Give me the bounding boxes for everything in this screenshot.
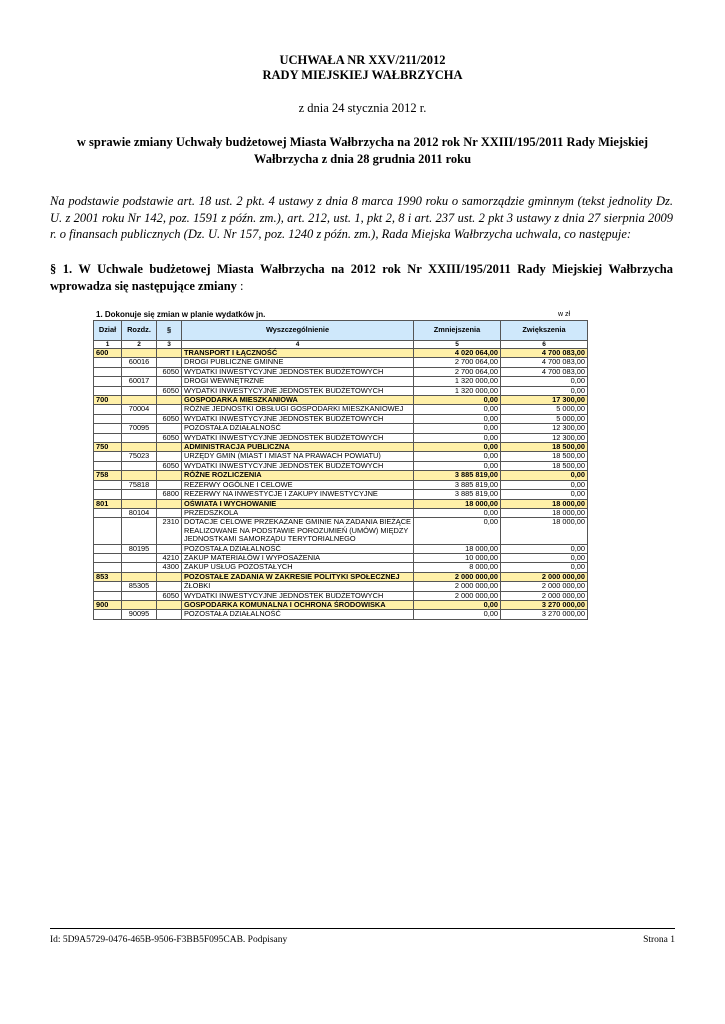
cell-rozdzial xyxy=(122,433,157,442)
cell-paragraf xyxy=(157,600,182,609)
cell-increase: 0,00 xyxy=(501,386,588,395)
cell-dzial xyxy=(94,553,122,562)
table-row-rozdzial xyxy=(94,610,588,619)
cell-dzial xyxy=(94,452,122,461)
cell-description: RÓŻNE JEDNOSTKI OBSŁUGI GOSPODARKI MIESZKANIOWEJ xyxy=(182,405,414,414)
cell-decrease: 10 000,00 xyxy=(414,553,501,562)
doc-subject: w sprawie zmiany Uchwały budżetowej Miasta Wałbrzycha na 2012 rok Nr XXIII/195/2011 Rady Miejskiej Wałbrzycha z dnia 28 grudnia 2011 roku xyxy=(76,135,649,166)
cell-dzial xyxy=(94,424,122,433)
cell-decrease: 2 000 000,00 xyxy=(414,572,501,581)
cell-increase: 18 000,00 xyxy=(501,518,588,544)
cell-rozdzial: 60017 xyxy=(122,377,157,386)
cell-rozdzial: 80104 xyxy=(122,508,157,517)
cell-paragraf xyxy=(157,499,182,508)
cell-decrease: 8 000,00 xyxy=(414,563,501,572)
cell-increase: 18 000,00 xyxy=(501,499,588,508)
cell-decrease: 0,00 xyxy=(414,518,501,544)
cell-rozdzial: 75023 xyxy=(122,452,157,461)
cell-dzial xyxy=(94,414,122,423)
table-row-paragraf xyxy=(94,563,588,572)
cell-increase: 4 700 083,00 xyxy=(501,367,588,376)
doc-date: z dnia 24 stycznia 2012 r. xyxy=(298,101,427,115)
cell-description: ADMINISTRACJA PUBLICZNA xyxy=(182,443,414,452)
table-row-rozdzial xyxy=(94,377,588,386)
table-row-paragraf xyxy=(94,433,588,442)
cell-paragraf: 6050 xyxy=(157,386,182,395)
cell-paragraf xyxy=(157,396,182,405)
col-number: 3 xyxy=(157,341,182,349)
cell-dzial xyxy=(94,563,122,572)
cell-description: RÓŻNE ROZLICZENIA xyxy=(182,471,414,480)
cell-paragraf xyxy=(157,377,182,386)
cell-increase: 0,00 xyxy=(501,480,588,489)
header-rozdz: Rozdz. xyxy=(122,321,157,341)
table-unit: w zł xyxy=(558,311,571,318)
section-1 xyxy=(50,261,673,295)
col-number: 2 xyxy=(122,341,157,349)
col-number: 5 xyxy=(414,341,501,349)
cell-paragraf xyxy=(157,424,182,433)
cell-description: POZOSTAŁA DZIAŁALNOŚĆ xyxy=(182,544,414,553)
col-number: 1 xyxy=(94,341,122,349)
cell-rozdzial: 70004 xyxy=(122,405,157,414)
cell-decrease: 0,00 xyxy=(414,443,501,452)
header-wyszczegolnienie: Wyszczególnienie xyxy=(182,321,414,341)
cell-increase: 12 300,00 xyxy=(501,424,588,433)
cell-rozdzial: 75818 xyxy=(122,480,157,489)
cell-decrease: 3 885 819,00 xyxy=(414,480,501,489)
cell-rozdzial: 60016 xyxy=(122,358,157,367)
cell-decrease: 0,00 xyxy=(414,414,501,423)
cell-dzial xyxy=(94,358,122,367)
cell-paragraf xyxy=(157,572,182,581)
table-row-rozdzial xyxy=(94,358,588,367)
cell-increase: 12 300,00 xyxy=(501,433,588,442)
cell-dzial xyxy=(94,377,122,386)
cell-rozdzial: 80195 xyxy=(122,544,157,553)
cell-dzial: 801 xyxy=(94,499,122,508)
cell-decrease: 0,00 xyxy=(414,433,501,442)
budget-table xyxy=(93,320,588,620)
cell-dzial xyxy=(94,508,122,517)
cell-rozdzial: 90095 xyxy=(122,610,157,619)
cell-decrease: 0,00 xyxy=(414,424,501,433)
cell-rozdzial xyxy=(122,386,157,395)
cell-dzial xyxy=(94,480,122,489)
cell-paragraf: 6800 xyxy=(157,490,182,499)
col-number: 6 xyxy=(501,341,588,349)
cell-description: POZOSTAŁA DZIAŁALNOŚĆ xyxy=(182,610,414,619)
cell-increase: 0,00 xyxy=(501,544,588,553)
cell-paragraf: 4210 xyxy=(157,553,182,562)
cell-decrease: 2 000 000,00 xyxy=(414,591,501,600)
cell-description: POZOSTAŁA DZIAŁALNOŚĆ xyxy=(182,424,414,433)
cell-increase: 18 500,00 xyxy=(501,452,588,461)
cell-increase: 18 000,00 xyxy=(501,508,588,517)
header-zmniejszenia: Zmniejszenia xyxy=(414,321,501,341)
cell-decrease: 0,00 xyxy=(414,452,501,461)
cell-increase: 0,00 xyxy=(501,471,588,480)
table-row-rozdzial xyxy=(94,582,588,591)
cell-description: WYDATKI INWESTYCYJNE JEDNOSTEK BUDŻETOWYCH xyxy=(182,591,414,600)
cell-dzial xyxy=(94,405,122,414)
table-row-paragraf xyxy=(94,386,588,395)
cell-rozdzial xyxy=(122,518,157,544)
cell-rozdzial xyxy=(122,563,157,572)
cell-increase: 5 000,00 xyxy=(501,405,588,414)
cell-paragraf: 6050 xyxy=(157,367,182,376)
footer-id: Id: 5D9A5729-0476-465B-9506-F3BB5F095CAB. Podpisany xyxy=(50,935,288,945)
cell-increase: 4 700 083,00 xyxy=(501,358,588,367)
cell-dzial: 600 xyxy=(94,349,122,358)
cell-rozdzial xyxy=(122,553,157,562)
cell-rozdzial xyxy=(122,499,157,508)
table-header-row xyxy=(94,321,588,341)
cell-paragraf xyxy=(157,610,182,619)
cell-increase: 4 700 083,00 xyxy=(501,349,588,358)
cell-description: WYDATKI INWESTYCYJNE JEDNOSTEK BUDŻETOWYCH xyxy=(182,386,414,395)
cell-paragraf xyxy=(157,582,182,591)
cell-description: WYDATKI INWESTYCYJNE JEDNOSTEK BUDŻETOWYCH xyxy=(182,433,414,442)
header-dzial: Dział xyxy=(94,321,122,341)
table-row-dzial xyxy=(94,471,588,480)
cell-dzial xyxy=(94,544,122,553)
cell-decrease: 18 000,00 xyxy=(414,499,501,508)
cell-description: WYDATKI INWESTYCYJNE JEDNOSTEK BUDŻETOWYCH xyxy=(182,367,414,376)
footer-divider xyxy=(50,928,675,929)
table-row-dzial xyxy=(94,349,588,358)
cell-paragraf: 4300 xyxy=(157,563,182,572)
cell-description: GOSPODARKA MIESZKANIOWA xyxy=(182,396,414,405)
cell-dzial: 853 xyxy=(94,572,122,581)
cell-dzial xyxy=(94,610,122,619)
cell-decrease: 2 700 064,00 xyxy=(414,358,501,367)
cell-decrease: 0,00 xyxy=(414,610,501,619)
cell-dzial xyxy=(94,518,122,544)
cell-description: DROGI WEWNĘTRZNE xyxy=(182,377,414,386)
cell-decrease: 2 000 000,00 xyxy=(414,582,501,591)
table-row-paragraf xyxy=(94,518,588,544)
cell-paragraf xyxy=(157,443,182,452)
cell-decrease: 3 885 819,00 xyxy=(414,471,501,480)
cell-rozdzial xyxy=(122,471,157,480)
section-1-text: § 1. W Uchwale budżetowej Miasta Wałbrzycha na 2012 rok Nr XXIII/195/2011 Rady Miejskiej Wałbrzycha wprowadza się następujące zmiany xyxy=(50,262,673,293)
cell-description: PRZEDSZKOLA xyxy=(182,508,414,517)
cell-increase: 17 300,00 xyxy=(501,396,588,405)
cell-paragraf: 6050 xyxy=(157,433,182,442)
cell-increase: 0,00 xyxy=(501,490,588,499)
cell-decrease: 0,00 xyxy=(414,405,501,414)
cell-decrease: 1 320 000,00 xyxy=(414,377,501,386)
footer-page: Strona 1 xyxy=(643,935,675,945)
cell-rozdzial: 70095 xyxy=(122,424,157,433)
cell-increase: 0,00 xyxy=(501,377,588,386)
cell-decrease: 3 885 819,00 xyxy=(414,490,501,499)
cell-paragraf xyxy=(157,471,182,480)
table-row-dzial xyxy=(94,572,588,581)
cell-dzial xyxy=(94,490,122,499)
table-row-rozdzial xyxy=(94,405,588,414)
cell-paragraf: 2310 xyxy=(157,518,182,544)
cell-decrease: 0,00 xyxy=(414,396,501,405)
cell-rozdzial xyxy=(122,461,157,470)
cell-dzial xyxy=(94,582,122,591)
header-paragraf: § xyxy=(157,321,182,341)
cell-paragraf: 6050 xyxy=(157,461,182,470)
cell-description: WYDATKI INWESTYCYJNE JEDNOSTEK BUDŻETOWYCH xyxy=(182,461,414,470)
table-number-row xyxy=(94,341,588,349)
cell-description: REZERWY NA INWESTYCJE I ZAKUPY INWESTYCYJNE xyxy=(182,490,414,499)
cell-paragraf xyxy=(157,349,182,358)
table-row-rozdzial xyxy=(94,424,588,433)
cell-description: DROGI PUBLICZNE GMINNE xyxy=(182,358,414,367)
cell-increase: 18 500,00 xyxy=(501,461,588,470)
cell-decrease: 18 000,00 xyxy=(414,544,501,553)
cell-dzial: 700 xyxy=(94,396,122,405)
cell-paragraf: 6050 xyxy=(157,414,182,423)
table-row-dzial xyxy=(94,600,588,609)
cell-dzial: 758 xyxy=(94,471,122,480)
cell-increase: 3 270 000,00 xyxy=(501,610,588,619)
cell-paragraf xyxy=(157,405,182,414)
cell-description: WYDATKI INWESTYCYJNE JEDNOSTEK BUDŻETOWYCH xyxy=(182,414,414,423)
cell-rozdzial xyxy=(122,490,157,499)
cell-increase: 0,00 xyxy=(501,553,588,562)
cell-rozdzial xyxy=(122,591,157,600)
table-row-paragraf xyxy=(94,461,588,470)
cell-decrease: 4 020 064,00 xyxy=(414,349,501,358)
table-row-paragraf xyxy=(94,490,588,499)
cell-description: ZAKUP USŁUG POZOSTAŁYCH xyxy=(182,563,414,572)
cell-rozdzial: 85305 xyxy=(122,582,157,591)
cell-description: ZAKUP MATERIAŁÓW I WYPOSAŻENIA xyxy=(182,553,414,562)
doc-title-line1: UCHWAŁA NR XXV/211/2012 xyxy=(279,53,446,67)
cell-description: ŻŁOBKI xyxy=(182,582,414,591)
cell-decrease: 1 320 000,00 xyxy=(414,386,501,395)
table-caption: 1. Dokonuje się zmian w planie wydatków jn. xyxy=(96,310,266,319)
table-row-dzial xyxy=(94,499,588,508)
cell-increase: 0,00 xyxy=(501,563,588,572)
col-number: 4 xyxy=(182,341,414,349)
header-zwiekszenia: Zwiększenia xyxy=(501,321,588,341)
doc-preamble: Na podstawie podstawie art. 18 ust. 2 pkt. 4 ustawy z dnia 8 marca 1990 roku o samorządzie gminnym (tekst jednolity Dz. U. z 2001 roku Nr 142, poz. 1591 z późn. zm.), art. 212, ust. 1, pkt 2, 8 i art. 237 ust. 2 pkt 3 ustawy z dnia 27 sierpnia 2009 r. o finansach publicznych (Dz. U. Nr 157, poz. 1240 z późn. zm.), Rada Miejska Wałbrzycha uchwala, co następuje: xyxy=(50,194,673,241)
cell-dzial: 900 xyxy=(94,600,122,609)
cell-decrease: 0,00 xyxy=(414,600,501,609)
cell-increase: 18 500,00 xyxy=(501,443,588,452)
cell-paragraf xyxy=(157,452,182,461)
cell-decrease: 0,00 xyxy=(414,508,501,517)
cell-description: URZĘDY GMIN (MIAST I MIAST NA PRAWACH POWIATU) xyxy=(182,452,414,461)
table-row-paragraf xyxy=(94,367,588,376)
cell-description: REZERWY OGÓLNE I CELOWE xyxy=(182,480,414,489)
cell-decrease: 2 700 064,00 xyxy=(414,367,501,376)
cell-paragraf xyxy=(157,358,182,367)
cell-description: DOTACJE CELOWE PRZEKAZANE GMINIE NA ZADANIA BIEŻĄCE REALIZOWANE NA PODSTAWIE POROZUMIEŃ (UMÓW) MIĘDZY JEDNOSTKAMI SAMORZĄDU TERYTORIALNEGO xyxy=(182,518,414,544)
table-row-rozdzial xyxy=(94,452,588,461)
cell-increase: 2 000 000,00 xyxy=(501,591,588,600)
section-1-tail: : xyxy=(236,279,244,293)
cell-increase: 2 000 000,00 xyxy=(501,572,588,581)
table-body xyxy=(94,349,588,620)
cell-description: TRANSPORT I ŁĄCZNOŚĆ xyxy=(182,349,414,358)
cell-dzial xyxy=(94,367,122,376)
table-row-paragraf xyxy=(94,414,588,423)
cell-increase: 5 000,00 xyxy=(501,414,588,423)
cell-increase: 3 270 000,00 xyxy=(501,600,588,609)
cell-description: POZOSTAŁE ZADANIA W ZAKRESIE POLITYKI SPOŁECZNEJ xyxy=(182,572,414,581)
cell-description: OŚWIATA I WYCHOWANIE xyxy=(182,499,414,508)
cell-decrease: 0,00 xyxy=(414,461,501,470)
cell-paragraf: 6050 xyxy=(157,591,182,600)
cell-increase: 2 000 000,00 xyxy=(501,582,588,591)
cell-dzial: 750 xyxy=(94,443,122,452)
doc-title-line2: RADY MIEJSKIEJ WAŁBRZYCHA xyxy=(262,68,463,82)
cell-description: GOSPODARKA KOMUNALNA I OCHRONA ŚRODOWISKA xyxy=(182,600,414,609)
